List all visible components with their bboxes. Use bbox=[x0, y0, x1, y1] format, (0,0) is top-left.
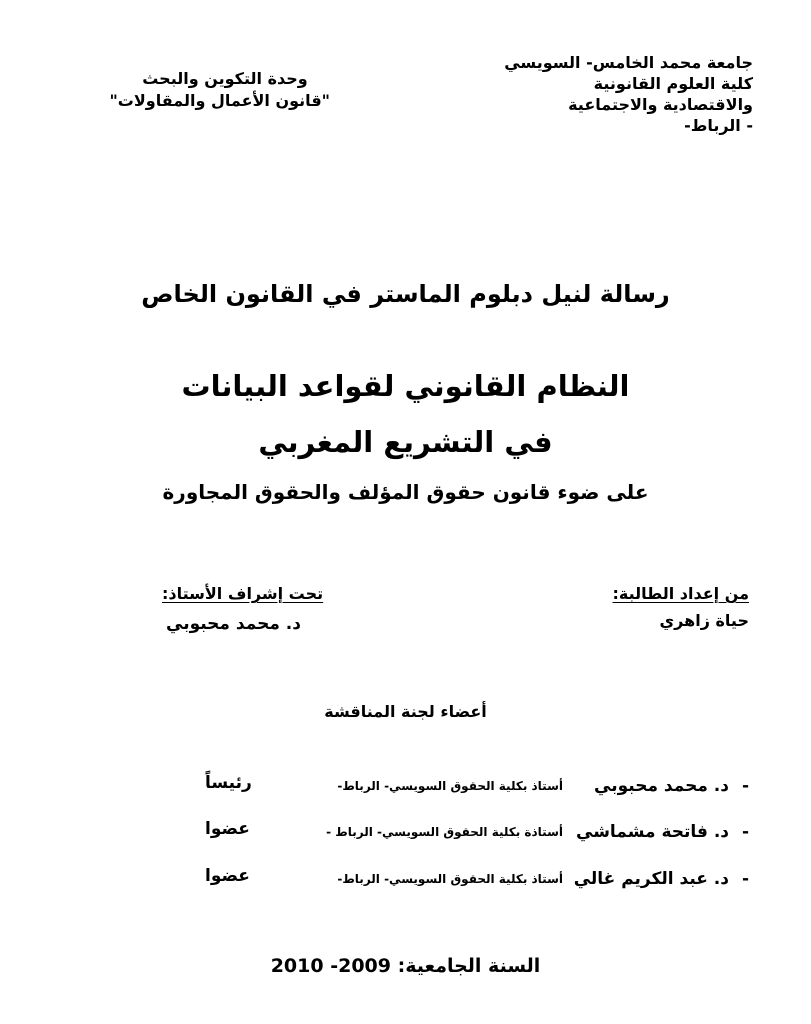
member-affiliation: أستاذ بكلية الحقوق السويسي- الرباط- bbox=[337, 872, 563, 886]
research-unit-name: وحدة التكوين والبحث bbox=[142, 69, 308, 88]
committee-member-row bbox=[0, 866, 811, 899]
university-name: جامعة محمد الخامس- السويسي bbox=[504, 53, 753, 72]
research-unit-specialty: "قانون الأعمال والمقاولات" bbox=[109, 91, 330, 110]
list-dash: - bbox=[741, 776, 749, 796]
member-affiliation: أستاذ بكلية الحقوق السويسي- الرباط- bbox=[337, 779, 563, 793]
thesis-subtitle: على ضوء قانون حقوق المؤلف والحقوق المجاورة bbox=[162, 480, 649, 504]
city-name: - الرباط- bbox=[684, 116, 753, 135]
committee-member-row bbox=[0, 819, 811, 852]
supervisor-label: تحت إشراف الأستاذ: bbox=[162, 584, 324, 603]
prepared-by-label: من إعداد الطالبة: bbox=[612, 584, 749, 603]
member-role: رئيساً bbox=[205, 773, 252, 793]
university-header bbox=[493, 52, 753, 136]
thesis-title-line-2: في التشريع المغربي bbox=[258, 425, 553, 459]
member-name: د. محمد محبوبي bbox=[594, 776, 729, 796]
member-name: د. عبد الكريم غالي bbox=[573, 869, 729, 889]
student-name: حياة زاهري bbox=[659, 611, 749, 630]
thesis-purpose: رسالة لنيل دبلوم الماستر في القانون الخاص bbox=[141, 280, 670, 308]
list-dash: - bbox=[741, 822, 749, 842]
supervisor-name: د. محمد محبوبي bbox=[166, 614, 301, 634]
member-affiliation: أستاذة بكلية الحقوق السويسي- الرباط - bbox=[326, 825, 563, 839]
faculty-name-line-2: والاقتصادية والاجتماعية bbox=[568, 95, 753, 114]
academic-year: السنة الجامعية: 2009- 2010 bbox=[270, 955, 541, 977]
research-unit-header bbox=[109, 68, 330, 112]
committee-heading: أعضاء لجنة المناقشة bbox=[324, 702, 487, 721]
list-dash: - bbox=[741, 869, 749, 889]
member-name: د. فاتحة مشماشي bbox=[576, 822, 729, 842]
member-role: عضوا bbox=[205, 866, 250, 886]
thesis-title-line-1: النظام القانوني لقواعد البيانات bbox=[181, 369, 630, 403]
committee-member-row bbox=[0, 773, 811, 806]
faculty-name-line-1: كلية العلوم القانونية bbox=[593, 74, 753, 93]
member-role: عضوا bbox=[205, 819, 250, 839]
